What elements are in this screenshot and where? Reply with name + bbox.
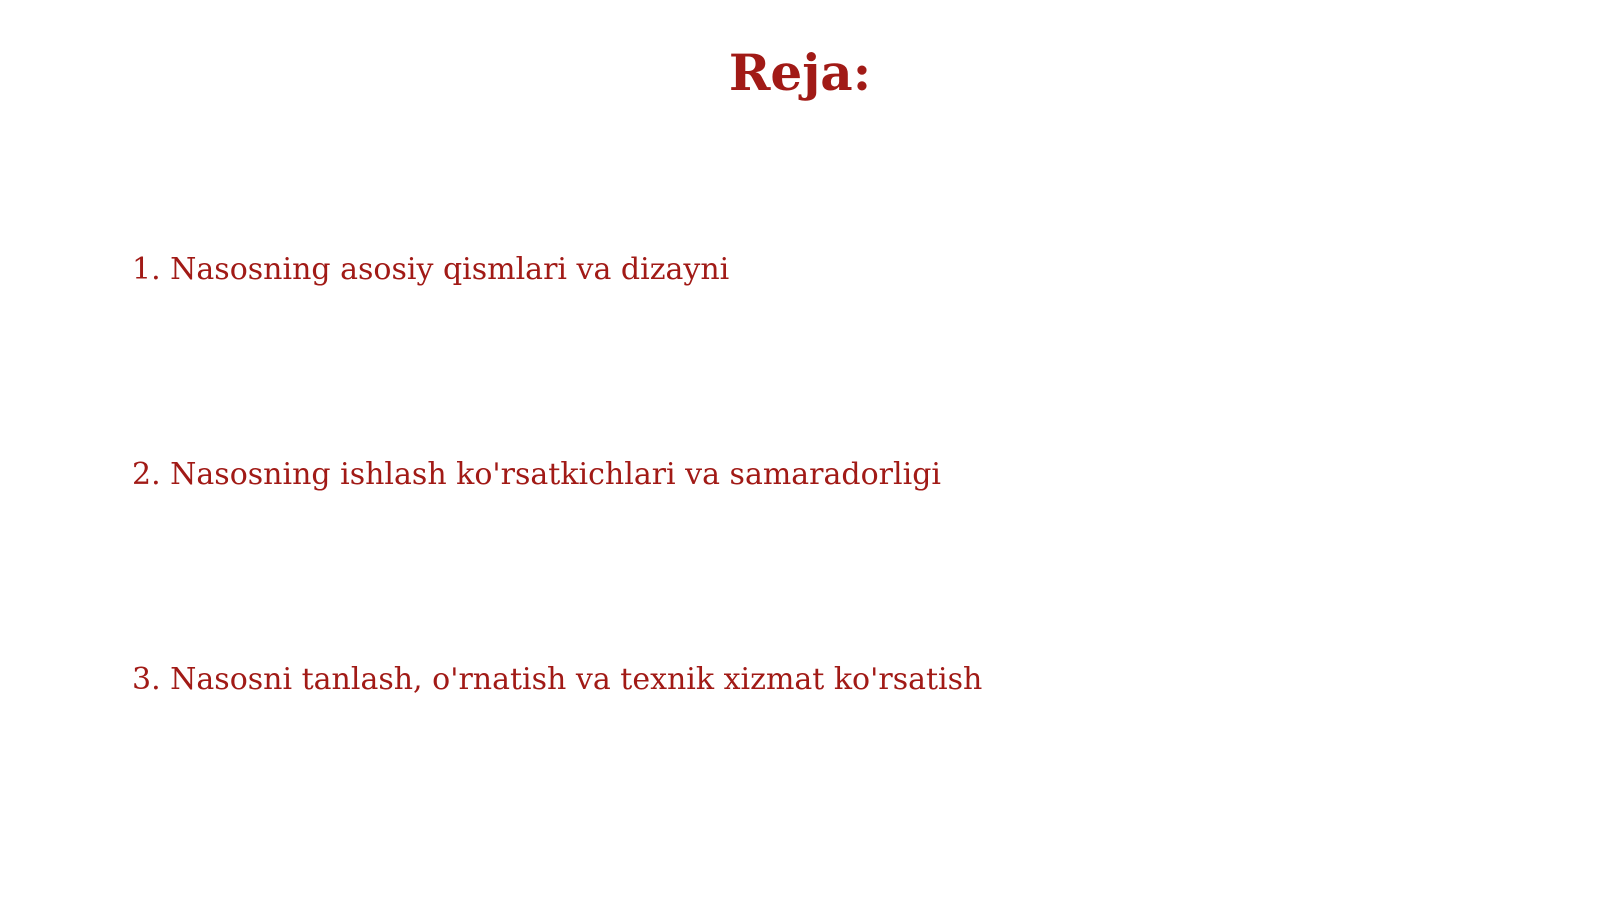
plan-item-1: 1. Nasosning asosiy qismlari va dizayni xyxy=(132,252,730,287)
plan-item-3: 3. Nasosni tanlash, o'rnatish va texnik xizmat ko'rsatish xyxy=(132,662,983,697)
plan-item-2: 2. Nasosning ishlash ko'rsatkichlari va samaradorligi xyxy=(132,457,941,492)
slide-title: Reja: xyxy=(728,43,872,102)
